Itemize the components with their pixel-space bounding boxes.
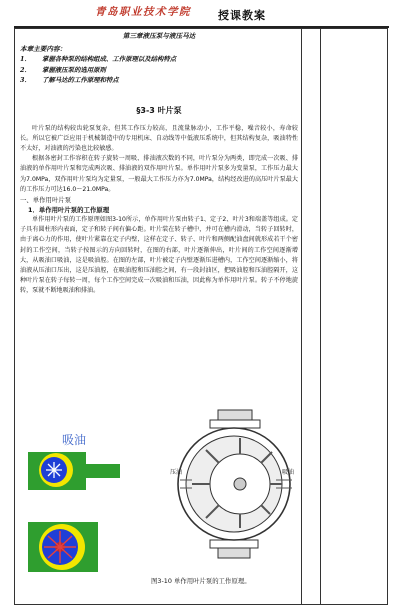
figure-caption: 图3-10 单作用叶片泵的工作原理。	[151, 577, 251, 585]
pump-animation-frame-1	[28, 452, 120, 490]
outlet-label: 吸油	[282, 469, 295, 476]
objective-number: 3．	[20, 76, 31, 84]
objective-text: 掌握各种泵的结构组成、工作原理以及结构特点	[42, 55, 177, 63]
paragraph-2: 根据各密封工作容积在转子旋转一周吸、排油液次数的不同，叶片泵分为两类，即完成一次吸、排油液的单作用叶片泵和完成两次吸、排油液的双作用叶片泵。单作用叶片泵多为变量泵，工作压力最大为7.0MPa，双作用叶片泵均为定量泵，一般最大工作压力亦为7.0MPa，结构经改进的高压叶片泵最大的工作压力可达16.0～21.0MPa。	[20, 155, 298, 193]
objective-item	[20, 75, 298, 86]
objectives-label: 本章主要内容：	[20, 45, 67, 53]
column-divider-1	[301, 28, 302, 604]
section-title: §3-3 叶片泵	[136, 105, 182, 115]
college-logo-text: 青岛职业技术学院	[95, 6, 191, 18]
page-header-title: 授课教案	[218, 9, 266, 22]
objective-text: 掌握液压泵的选用原则	[42, 65, 106, 74]
figure-3-10	[20, 398, 300, 603]
paragraph-3: 单作用叶片泵的工作原理如图3-10所示，单作用叶片泵由转子1、定子2、叶片3和端盖等组成。定子具有圆柱形内表面，定子和转子间有偏心距。叶片装在转子槽中，并可在槽内滑动，当转子回转时，由于离心力的作用，使叶片紧靠在定子内壁，这样在定子、转子、叶片和两侧配油盘间就形成若干个密封的工作空间，当转子按图示的方向回转时，在图的右部，叶片逐渐伸出，叶片间的工作空间逐渐增大，从吸油口吸油，这是吸油腔。在图的左部，叶片被定子内壁逐渐压进槽内，工作空间逐渐缩小，将油液从压油口压出，这是压油腔，在吸油腔和压油腔之间，有一段封油区，把吸油腔和压油腔隔开，这种叶片泵在转子每转一周，每个工作空间完成一次吸油和压油，因此称为单作用叶片泵。转子不停地旋转，泵就不断地吸油和排油。	[20, 215, 298, 295]
objective-text: 了解马达的工作原理和特点	[42, 76, 119, 84]
objective-number: 2．	[20, 65, 31, 74]
suction-label-anim: 吸油	[62, 433, 87, 447]
objective-item	[20, 54, 298, 65]
figure-illustrations	[20, 398, 300, 603]
subheading-single-acting-pump: 一、单作用叶片泵	[20, 195, 72, 204]
pump-cross-section	[178, 410, 295, 558]
pump-animation-frame-2	[28, 522, 98, 572]
objective-number: 1．	[20, 55, 31, 63]
subheading-working-principle: 1．单作用叶片泵的工作原理	[28, 205, 110, 214]
inlet-label: 压油	[170, 469, 183, 476]
chapter-title: 第三章液压泵与液压马达	[122, 32, 196, 40]
paragraph-1: 叶片泵的结构较齿轮泵复杂，但其工作压力较高，且流量脉动小，工作平稳，噪音较小，寿命较长。所以它被广泛应用于机械制造中的专用机床、自动线等中低液压系统中，但其结构复杂，吸油特性不太好，对油液的污染也比较敏感。	[20, 124, 298, 152]
main-content-cell	[20, 30, 298, 297]
objective-item	[20, 65, 298, 76]
column-divider-2	[320, 28, 321, 604]
